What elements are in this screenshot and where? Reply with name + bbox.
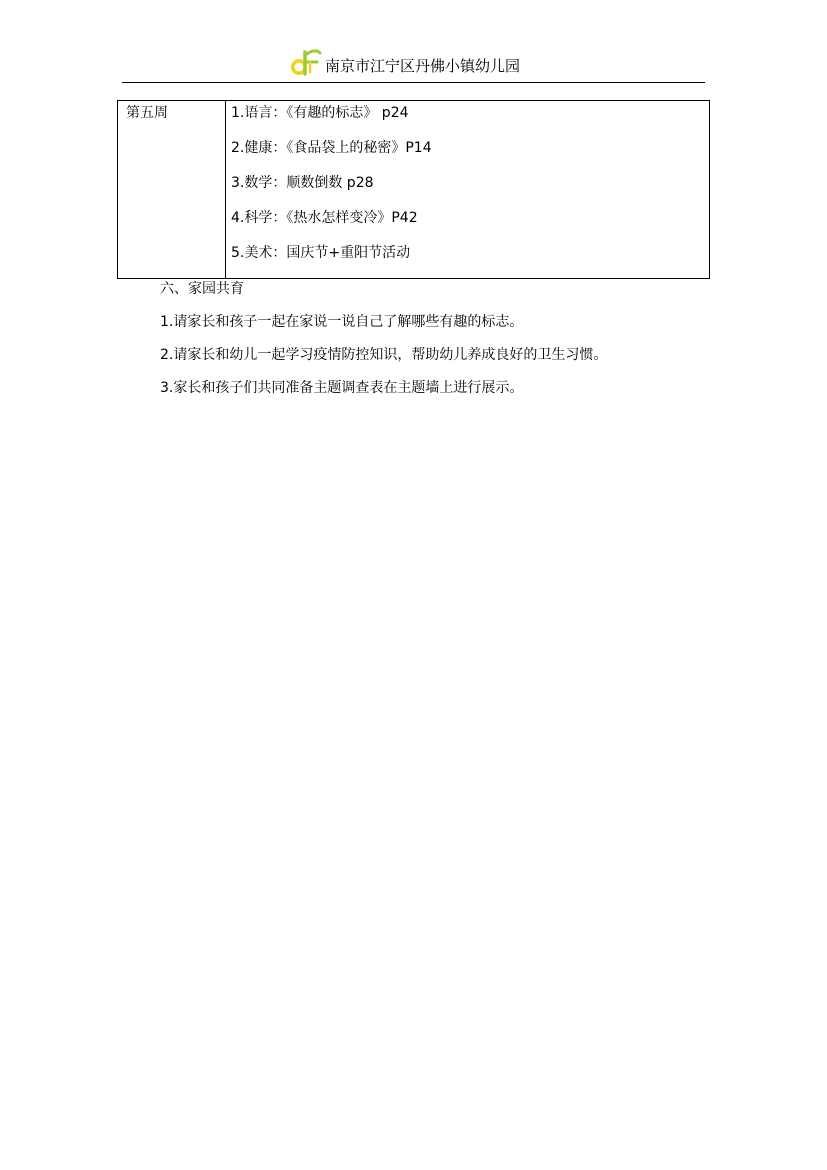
header-brand: [288, 48, 520, 78]
header-title: 南京市江宁区丹佛小镇幼儿园: [325, 57, 521, 75]
lesson-item: 2.健康：《食品袋上的秘密》P14: [231, 140, 432, 156]
lessons-cell: [226, 101, 710, 279]
lesson-item: 3.数学：顺数倒数 p28: [231, 175, 374, 191]
week-label-cell: 第五周: [118, 101, 226, 279]
home-school-section: [160, 279, 720, 411]
lesson-item: 4.科学：《热水怎样变冷》P42: [231, 210, 418, 226]
kindergarten-logo-icon: [288, 48, 322, 78]
lesson-item: 5.美术：国庆节+重阳节活动: [231, 245, 411, 261]
lesson-item: 1.语言：《有趣的标志》 p24: [231, 105, 409, 121]
list-item: 1.请家长和孩子一起在家说一说自己了解哪些有趣的标志。: [160, 314, 524, 330]
page-header: [122, 44, 705, 83]
weekly-plan-table: [117, 100, 710, 279]
list-item: 2.请家长和幼儿一起学习疫情防控知识，帮助幼儿养成良好的卫生习惯。: [160, 347, 608, 363]
table-row: [118, 101, 710, 279]
section-title: 六、家园共育: [160, 281, 244, 297]
list-item: 3.家长和孩子们共同准备主题调查表在主题墙上进行展示。: [160, 380, 524, 396]
